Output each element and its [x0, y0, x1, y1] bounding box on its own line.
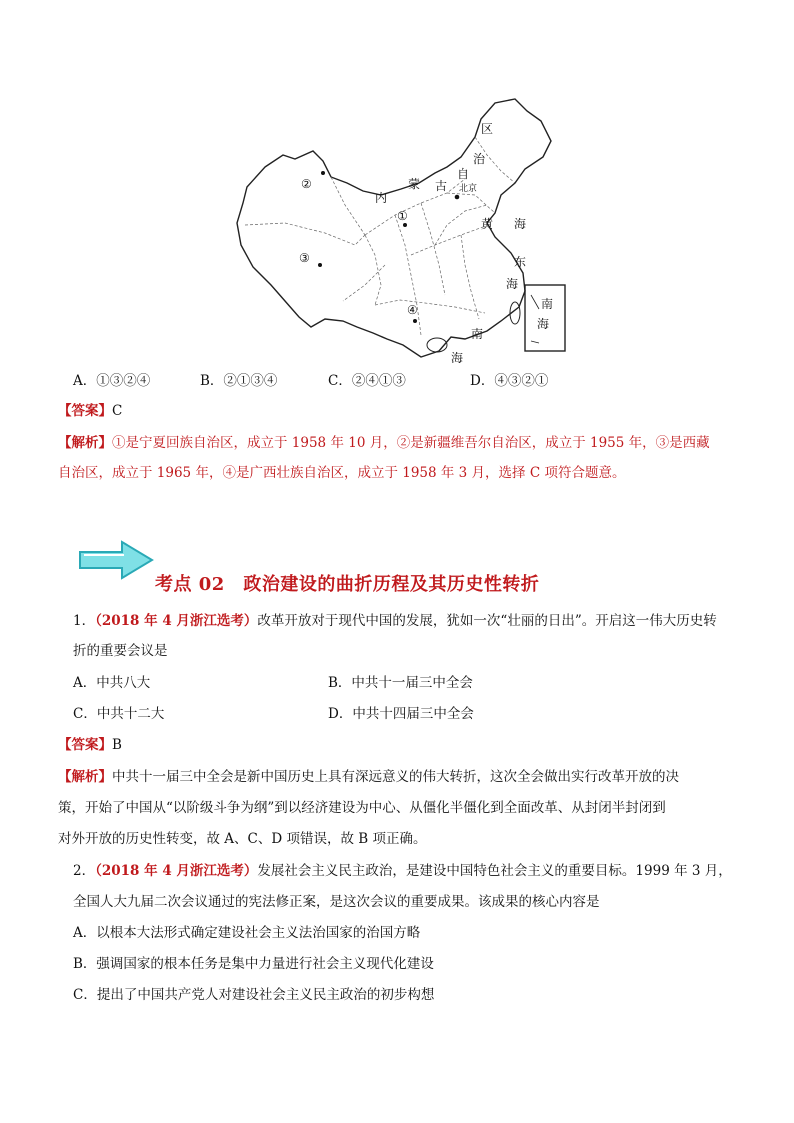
q1-number: 1． — [73, 613, 96, 629]
prev-option-c: C．②④①③ — [328, 373, 406, 389]
map-label-inset-hai: 海 — [537, 317, 550, 331]
section-title: 考点 02 政治建设的曲折历程及其历史性转折 — [155, 574, 540, 595]
q1-option-c: C．中共十二大 — [73, 706, 165, 722]
q2-stem-line-1 — [73, 860, 732, 882]
prev-answer-label: 【答案】 — [58, 403, 112, 419]
q2-option-c: C．提出了中国共产党人对建设社会主义民主政治的初步构想 — [73, 987, 435, 1003]
q1-option-b: B．中共十一届三中全会 — [328, 675, 473, 691]
q2-stem-text-1: 发展社会主义民主政治，是建设中国特色社会主义的重要目标。1999 年 3 月， — [257, 863, 732, 879]
q1-analysis-line-2: 策，开始了中国从“以阶级斗争为纲”到以经济建设为中心、从僵化半僵化到全面改革、从封闭半封闭到 — [58, 800, 666, 816]
map-label-beijing: 北京 — [459, 184, 478, 194]
q1-answer — [58, 734, 122, 756]
q2-source: （2018 年 4 月浙江选考） — [95, 863, 258, 879]
q1-analysis-label: 【解析】 — [58, 769, 112, 785]
q1-analysis-line-1 — [58, 766, 679, 788]
map-label-qu: 区 — [481, 122, 494, 136]
map-label-nei: 内 — [375, 191, 388, 205]
q1-answer-value: B — [112, 737, 122, 753]
map-label-gu: 古 — [435, 179, 448, 193]
map-label-meng: 蒙 — [408, 177, 421, 191]
map-marker-1: ① — [397, 209, 408, 223]
prev-analysis-line-1 — [58, 432, 710, 454]
q1-stem-text-1: 改革开放对于现代中国的发展，犹如一次“壮丽的日出”。开启这一伟大历史转 — [257, 613, 717, 629]
prev-option-a: A．①③②④ — [73, 373, 151, 389]
q2-option-a: A．以根本大法形式确定建设社会主义法治国家的治国方略 — [73, 925, 421, 941]
prev-option-b: B．②①③④ — [200, 373, 278, 389]
q1-answer-label: 【答案】 — [58, 737, 112, 753]
q2-number: 2． — [73, 863, 96, 879]
q1-stem-line-1 — [73, 610, 717, 632]
q1-analysis-line-3: 对外开放的历史性转变，故 A、C、D 项错误，故 B 项正确。 — [58, 831, 427, 847]
q1-option-d: D．中共十四届三中全会 — [328, 706, 474, 722]
map-label-dong: 东 — [514, 255, 527, 269]
map-label-inset-nan: 南 — [541, 297, 554, 311]
map-label-zhi: 治 — [473, 152, 486, 166]
q2-stem-line-2: 全国人大九届二次会议通过的宪法修正案，是这次会议的重要成果。该成果的核心内容是 — [73, 894, 600, 910]
prev-analysis-line-2: 自治区，成立于 1965 年，④是广西壮族自治区，成立于 1958 年 3 月，选择 C 项符合题意。 — [58, 465, 626, 481]
prev-answer-value: C — [112, 403, 123, 419]
map-label-nan: 南 — [471, 327, 484, 341]
map-label-huang-hai: 海 — [514, 217, 527, 231]
q1-analysis-text-1: 中共十一届三中全会是新中国历史上具有深远意义的伟大转折，这次全会做出实行改革开放的决 — [112, 769, 679, 785]
map-marker-2: ② — [301, 177, 312, 191]
prev-analysis-text-1: ①是宁夏回族自治区，成立于 1958 年 10 月，②是新疆维吾尔自治区，成立于 1955 年，③是西藏 — [112, 435, 710, 451]
map-label-zi: 自 — [457, 167, 470, 181]
prev-option-d: D．④③②① — [470, 373, 549, 389]
q1-stem-line-2: 折的重要会议是 — [73, 643, 168, 659]
map-label-nan-hai: 海 — [451, 351, 464, 365]
q1-source: （2018 年 4 月浙江选考） — [95, 613, 258, 629]
china-map — [225, 95, 570, 365]
prev-analysis-label: 【解析】 — [58, 435, 112, 451]
q2-option-b: B．强调国家的根本任务是集中力量进行社会主义现代化建设 — [73, 956, 434, 972]
map-label-dong-hai: 海 — [506, 277, 519, 291]
arrow-icon — [76, 538, 156, 586]
map-marker-3: ③ — [299, 251, 310, 265]
q1-option-a: A．中共八大 — [73, 675, 151, 691]
map-marker-4: ④ — [407, 303, 418, 317]
map-label-huang: 黄 — [481, 217, 494, 231]
prev-answer — [58, 400, 122, 422]
